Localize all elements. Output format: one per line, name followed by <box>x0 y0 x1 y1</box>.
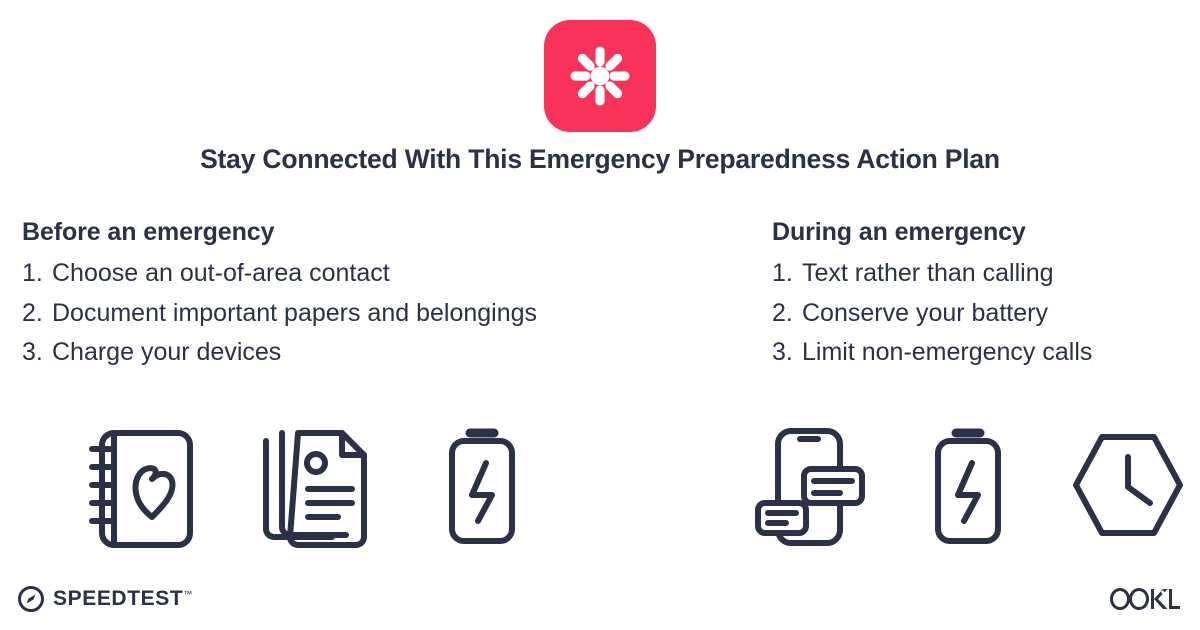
icon-cell <box>1068 420 1188 555</box>
list-item <box>22 333 722 373</box>
column-during-emergency <box>772 218 1192 373</box>
list-item <box>22 294 722 334</box>
list-item-number: 2. <box>772 298 793 327</box>
speedtest-asterisk-icon <box>569 45 631 107</box>
column-heading-during: During an emergency <box>772 218 1026 246</box>
list-item-number: 1. <box>772 259 793 287</box>
list-item-label: Charge your devices <box>52 338 282 366</box>
list-item-number: 3. <box>772 338 793 366</box>
list-item <box>772 294 1192 334</box>
icon-cell <box>256 420 376 555</box>
icon-cell <box>432 420 532 555</box>
brand-badge-container <box>0 20 1200 132</box>
speedtest-badge <box>544 20 656 132</box>
column-heading-before: Before an emergency <box>22 218 275 246</box>
column-before-emergency <box>22 218 722 373</box>
speedtest-wordmark <box>53 587 192 611</box>
list-item-number: 1. <box>22 259 43 287</box>
speedtest-wordmark-text: SPEEDTEST <box>53 587 184 610</box>
trademark-symbol: ™ <box>183 589 193 599</box>
footer-speedtest-logo <box>18 586 192 612</box>
icon-cell <box>748 420 868 555</box>
list-item-label: Text rather than calling <box>802 259 1054 287</box>
page-title: Stay Connected With This Emergency Preparedness Action Plan <box>200 144 1000 174</box>
stacked-documents-icon <box>256 423 376 553</box>
footer-ookla-logo <box>1110 588 1182 610</box>
phone-message-icon <box>748 423 868 553</box>
icon-row-before-emergency <box>80 420 520 555</box>
list-during-emergency <box>772 254 1192 373</box>
battery-bolt-icon <box>432 423 532 553</box>
list-item <box>772 333 1192 373</box>
list-item-number: 3. <box>22 338 43 366</box>
icon-row-during-emergency <box>748 420 1188 555</box>
list-item-label: Choose an out-of-area contact <box>52 259 390 287</box>
icon-cell <box>918 420 1018 555</box>
speedtest-gauge-icon <box>18 586 44 612</box>
list-item <box>772 254 1192 294</box>
list-item <box>22 254 722 294</box>
list-item-label: Limit non-emergency calls <box>802 338 1093 366</box>
list-before-emergency <box>22 254 722 373</box>
battery-bolt-icon <box>918 423 1018 553</box>
ookla-wordmark-icon <box>1110 588 1182 610</box>
list-item-number: 2. <box>22 298 43 327</box>
icon-cell <box>80 420 200 555</box>
list-item-label: Conserve your battery <box>802 298 1048 327</box>
notebook-heart-icon <box>80 423 200 553</box>
list-item-label: Document important papers and belongings <box>52 298 538 327</box>
hexagon-clock-icon <box>1068 423 1188 553</box>
